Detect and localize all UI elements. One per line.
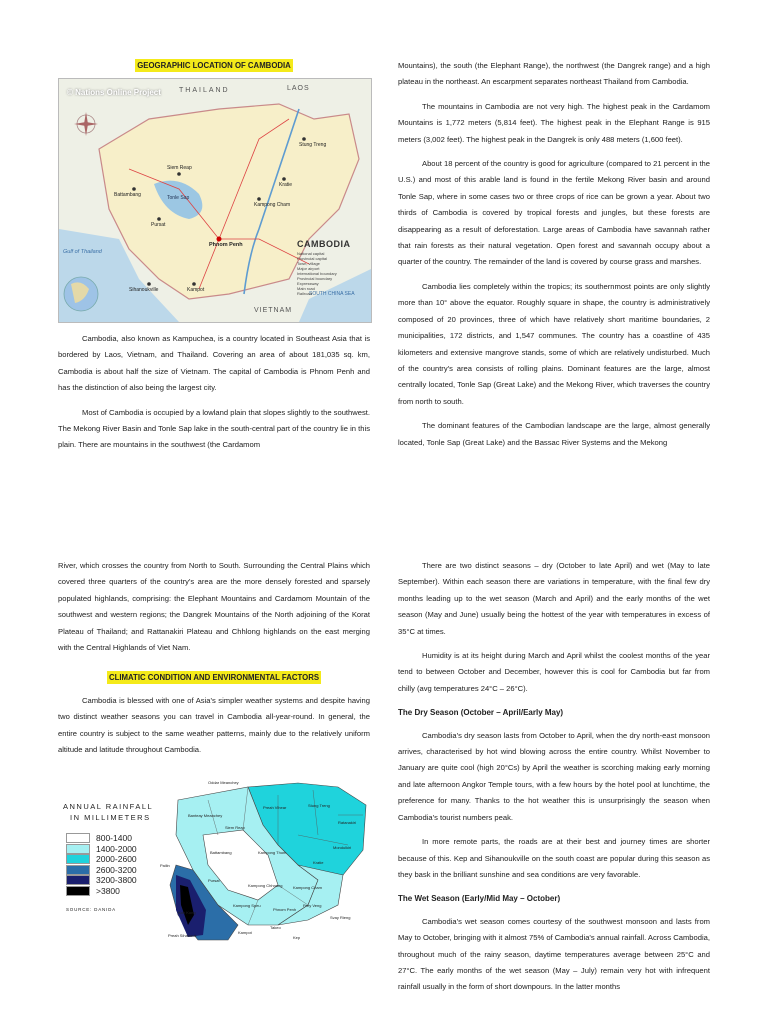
place-label: Koh Kong xyxy=(178,910,196,915)
capital-marker-icon xyxy=(217,237,222,242)
rainfall-legend xyxy=(66,833,137,896)
legend-swatch xyxy=(66,886,90,896)
legend-item: National capital xyxy=(297,251,325,256)
legend-swatch xyxy=(66,844,90,854)
map-label-thailand: THAILAND xyxy=(179,87,230,94)
paragraph: The dominant features of the Cambodian landscape are the large, almost generally located, Tonle Sap (Great Lake) and the Bassac River Systems and the Mekong xyxy=(398,421,710,447)
place-label: Kratie xyxy=(313,860,324,865)
rainfall-legend-item xyxy=(66,854,137,865)
paragraph: About 18 percent of the country is good for agriculture (compared to 21 percent in the U.S.) and most of this arable land is found in the fertile Mekong River basin and around Tonle Sap, where in some cases two or three crops of rice can be grown a year. About two thirds of Cambodia is covered by tropical forests and jungles, but these forests are disappearing as a result of deforestation. Large areas of Cambodia have savannah rather that rain forests as their natural vegetation. Open forest and savannah occupy about a quarter of the country. The remainder of the land is covered by course grass and marshes. xyxy=(398,159,710,267)
place-label: Oddar Meanchey xyxy=(208,780,239,785)
paragraph: Cambodia's dry season lasts from October to April, when the dry north-east monsoon arrives, characterised by hot wind blowing across the entire country. Whilst November to January are quite cool (high 20°Cs) by April the weather is scorching making early morning and late afternoon Angkor Temple tours, with a few hours by the hotel pool at lunchtime, the preference for many. Thanks to the hot weather this is unsurprisingly the season when Cambodia's tourist numbers peak. xyxy=(398,730,710,822)
place-label: Kampong Cham xyxy=(293,885,322,890)
paragraph: Humidity is at its height during March and April whilst the coolest months of the year tend to between October and December, however this is cool for Cambodia but far from chilly (avg temperatures 24°C – 26°C). xyxy=(398,651,710,693)
legend-swatch xyxy=(66,854,90,864)
top-right-column xyxy=(398,58,710,459)
map-label-kampong-cham: Kampong Cham xyxy=(254,202,291,208)
legend-label: 2600-3200 xyxy=(96,864,137,875)
map-label-phnom-penh: Phnom Penh xyxy=(209,242,243,248)
place-label: Preah Sihanouk xyxy=(168,933,197,938)
map-label-sihanoukville: Sihanoukville xyxy=(129,287,159,293)
dry-season-heading: The Dry Season (October – April/Early May) xyxy=(398,708,564,718)
place-label: Preah Vihear xyxy=(263,805,287,810)
wet-season-heading: The Wet Season (Early/Mid May – October) xyxy=(398,894,561,904)
legend-item: Major airport xyxy=(297,266,320,271)
legend-label: >3800 xyxy=(96,885,120,896)
paragraph: In more remote parts, the roads are at their best and journey times are shorter because of this. Kep and Sihanoukville on the south coast are popular during this season as they bask in the brilliant sunshine and sea conditions are very favorable. xyxy=(398,837,710,879)
map-copyright: © Nations Online Project xyxy=(67,88,161,97)
rainfall-legend-item xyxy=(66,833,137,844)
bottom-left-column xyxy=(58,558,370,766)
place-label: Kampong Thom xyxy=(258,850,287,855)
legend-label: 1400-2000 xyxy=(96,843,137,854)
map-title: CAMBODIA xyxy=(297,239,351,249)
map-label-pursat: Pursat xyxy=(151,222,166,228)
legend-label: 2000-2600 xyxy=(96,854,137,864)
paragraph: River, which crosses the country from North to South. Surrounding the Central Plains which covered three quarters of the country's area are the more densely forested and sparsely populated highlands, comprising: the Elephant Mountains and Cardamom Mountain of the southwest and western regions; the Dangrek Mountains of the North adjoining of the Korat Plateau of Thailand; and Rattanakiri Plateau and Chhlong highlands on the east merging with the Central Highlands of Viet Nam. xyxy=(58,561,370,653)
map-label-siem-reap: Siem Reap xyxy=(167,165,192,171)
paragraph: The mountains in Cambodia are not very high. The highest peak in the Cardamom Mountains is 1,772 meters (5,814 feet). The highest peak in the Elephant Range is 915 meters (3,002 feet). The highest peak in the Dangrek is only 488 meters (1,600 feet). xyxy=(398,101,710,144)
paragraph: Most of Cambodia is occupied by a lowland plain that slopes slightly to the southwest. The Mekong River Basin and Tonle Sap lake in the south-central part of the country lie in this plain. There are mountains in the southwest (the Cardamom xyxy=(58,407,370,450)
legend-item: Main road xyxy=(297,286,315,291)
legend-item: Town, village xyxy=(297,261,320,266)
map-label-stung-treng: Stung Treng xyxy=(299,142,327,148)
legend-item: Expressway xyxy=(297,281,319,286)
place-label: Kep xyxy=(293,935,301,940)
place-label: Siem Reap xyxy=(225,825,245,830)
rainfall-legend-item xyxy=(66,865,137,876)
paragraph: Cambodia's wet season comes courtesy of the southwest monsoon and lasts from May to October, bringing with it almost 75% of Cambodia's annual rainfall. Across Cambodia, throughout much of the rainy season, daytime temperatures average between 25°C and 27°C. The early months of the wet season (May – July) remain very hot with infrequent rainfall usually in the form of short downpours. In the latter months xyxy=(398,916,710,992)
legend-swatch xyxy=(66,875,90,885)
map-label-tonle-sap: Tonle Sap xyxy=(167,195,190,201)
rainfall-source: SOURCE: DANIDA xyxy=(66,907,116,912)
map-label-battambang: Battambang xyxy=(114,192,141,198)
place-label: Svay Rieng xyxy=(330,915,351,920)
place-label: Banteay Meanchey xyxy=(188,813,223,818)
place-label: Pailin xyxy=(160,863,170,868)
top-left-text xyxy=(58,331,370,462)
map-label-laos: LAOS xyxy=(287,85,310,92)
geographic-heading-wrap xyxy=(58,58,370,74)
legend-label: 800-1400 xyxy=(96,833,132,843)
place-label: Mondulkiri xyxy=(333,845,352,850)
cambodia-political-map xyxy=(58,78,372,323)
map-label-vietnam: VIETNAM xyxy=(254,307,293,314)
map-label-kampot: Kampot xyxy=(187,287,205,293)
geographic-heading: GEOGRAPHIC LOCATION OF CAMBODIA xyxy=(137,61,291,70)
rainfall-legend-item xyxy=(66,875,137,886)
legend-item: Railroad xyxy=(297,291,312,296)
place-label: Stung Treng xyxy=(308,803,330,808)
place-label: Prey Veng xyxy=(303,903,322,908)
legend-item: Provincial capital xyxy=(297,256,328,261)
rainfall-legend-item xyxy=(66,844,137,855)
paragraph: Cambodia is blessed with one of Asia's simpler weather systems and despite having two distinct weather seasons you can travel in Cambodia all-year-round. In general, the entire country is subject to the same weather patterns, mainly due to the relatively uniform altitude and latitude throughout Cambodia. xyxy=(58,695,370,755)
rainfall-title-1: ANNUAL RAINFALL xyxy=(63,802,154,811)
paragraph: Mountains), the south (the Elephant Range), the northwest (the Dangrek range) and a high plateau in the northeast. An escarpment separates northeast Thailand from Cambodia. xyxy=(398,61,710,87)
place-label: Phnom Penh xyxy=(273,907,297,912)
paragraph: There are two distinct seasons – dry (October to late April) and wet (May to late September). Within each season there are variations in temperature, with the final few dry months leading up to the wet season (March and April) and the early months of the wet season (May and June) usually being the hottest of the year with temperatures in excess of 35°C at times. xyxy=(398,561,710,636)
place-label: Pursat xyxy=(208,878,220,883)
rainfall-legend-item xyxy=(66,886,137,897)
place-label: Kampot xyxy=(238,930,252,935)
legend-swatch xyxy=(66,833,90,843)
paragraph: Cambodia, also known as Kampuchea, is a country located in Southeast Asia that is bordered by Laos, Vietnam, and Thailand. Covering an area of about 181,035 sq. km, Cambodia is about half the size of Vietnam. The capital of Cambodia is Phnom Penh and has the distinction of also being the largest city. xyxy=(58,334,370,393)
place-label: Kampong Speu xyxy=(233,903,261,908)
map-label-gulf: Gulf of Thailand xyxy=(63,249,102,255)
climate-heading-wrap xyxy=(58,670,370,686)
paragraph: Cambodia lies completely within the tropics; its southernmost points are only slightly more than 10° above the equator. Roughly square in shape, the country is administratively composed of 20 provinces, three of which have relatively short maritime boundaries, 2 municipalities, 172 districts, and 1,547 communes. The country has a coastline of 435 kilometers and extensive mangrove stands, some of which are relatively undisturbed. Much of the country's area consists of rolling plains. Dominant features are the large, almost centrally located, Tonle Sap (Great Lake) and the Mekong River, which traverses the country from north to south. xyxy=(398,281,710,406)
legend-item: Provincial boundary xyxy=(297,276,333,281)
map-label-kratie: Kratie xyxy=(279,182,293,188)
legend-item: International boundary xyxy=(297,271,337,276)
rainfall-map xyxy=(58,775,370,945)
legend-label: 3200-3800 xyxy=(96,875,137,885)
bottom-right-column xyxy=(398,558,710,1004)
legend-swatch xyxy=(66,865,90,875)
map-label-south-sea: SOUTH CHINA SEA xyxy=(309,291,355,297)
place-label: Battambang xyxy=(210,850,232,855)
rainfall-title-2: IN MILLIMETERS xyxy=(70,813,151,822)
place-label: Takeo xyxy=(270,925,281,930)
place-label: Ratanakiri xyxy=(338,820,357,825)
climate-heading: CLIMATIC CONDITION AND ENVIRONMENTAL FACTORS xyxy=(108,673,320,683)
map-legend xyxy=(297,239,365,296)
place-label: Kampong Chhnang xyxy=(248,883,283,888)
